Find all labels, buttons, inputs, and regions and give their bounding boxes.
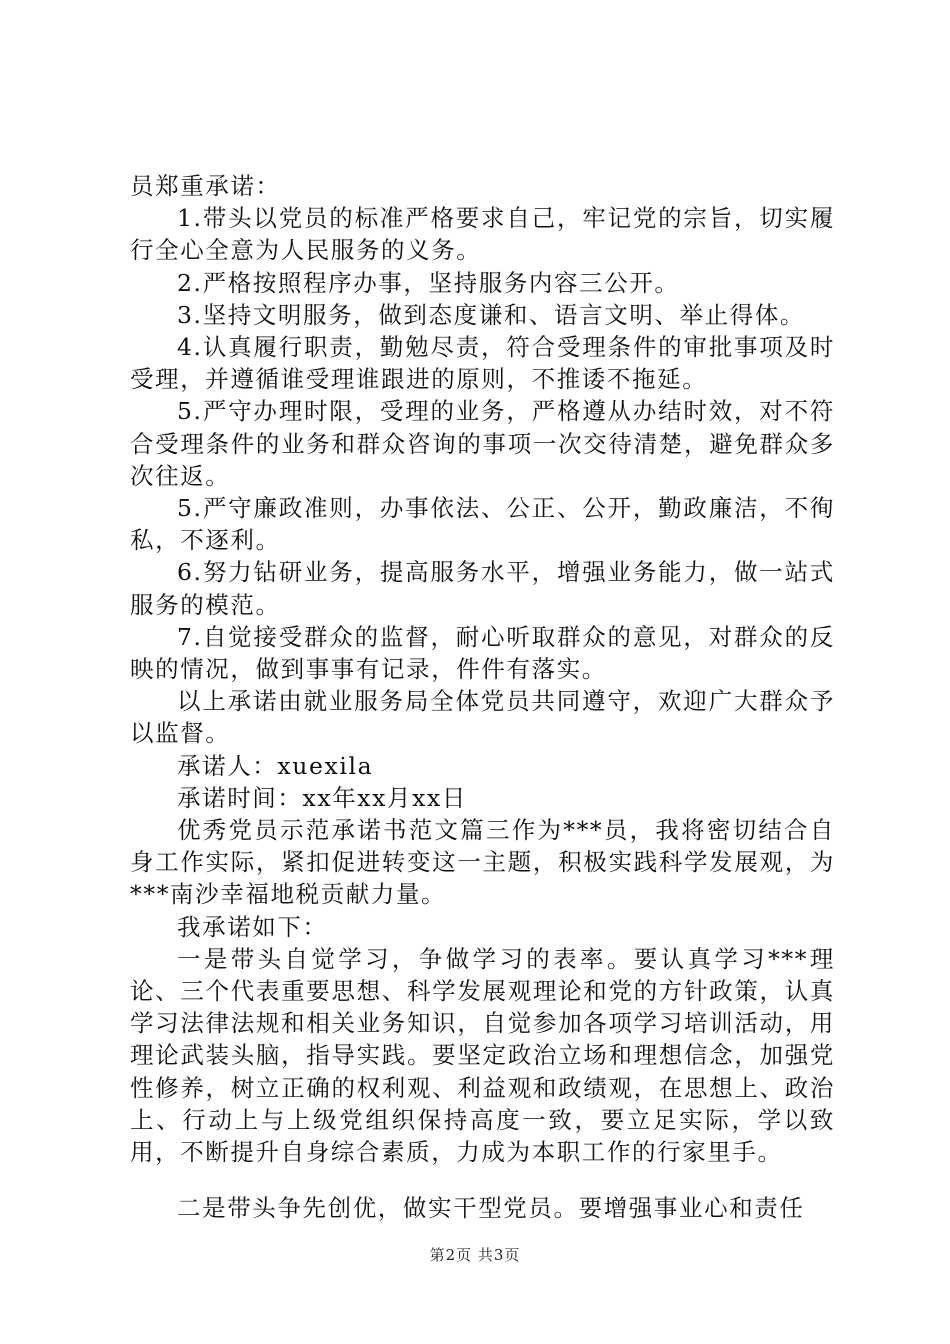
paragraph-date: 承诺时间：xx年xx月xx日	[177, 783, 467, 812]
page-footer	[0, 1244, 950, 1265]
paragraph-point-one: 一是带头自觉学习，争做学习的表率。要认真学习***理论、三个代表重要思想、科学发展观理论和党的方针政策，认真学习法律法规和相关业务知识，自觉参加各项学习培训活动，用理论武装头脑，指导实践。要坚定政治立场和理想信念，加强党性修养，树立正确的权利观、利益观和政绩观，在思想上、政治上、行动上与上级党组织保持高度一致，要立足实际，学以致用，不断提升自身综合素质，力成为本职工作的行家里手。	[130, 944, 835, 1167]
paragraph-item-2: 2.严格按照程序办事，坚持服务内容三公开。	[177, 268, 680, 297]
paragraph-item-3: 3.坚持文明服务，做到态度谦和、语言文明、举止得体。	[177, 300, 806, 329]
paragraph-point-two: 二是带头争先创优，做实干型党员。要增强事业心和责任	[177, 1194, 805, 1223]
paragraph-item-4: 4.认真履行职责，勤勉尽责，符合受理条件的审批事项及时受理，并遵循谁受理谁跟进的原则，不推诿不拖延。	[130, 333, 835, 394]
paragraph-item-6: 6.努力钻研业务，提高服务水平，增强业务能力，做一站式服务的模范。	[130, 558, 835, 619]
paragraph-item-5a: 5.严守办理时限，受理的业务，严格遵从办结时效，对不符合受理条件的业务和群众咨询的事项一次交待清楚，避免群众多次往返。	[130, 397, 835, 490]
paragraph-item-7: 7.自觉接受群众的监督，耐心听取群众的意见，对群众的反映的情况，做到事事有记录，件件有落实。	[130, 622, 835, 684]
paragraph-pledge-intro: 员郑重承诺：	[130, 172, 281, 200]
paragraph-closing: 以上承诺由就业服务局全体党员共同遵守，欢迎广大群众予以监督。	[130, 687, 835, 748]
paragraph-pledge-heading: 我承诺如下：	[177, 912, 328, 941]
paragraph-signatory: 承诺人：xuexila	[177, 751, 374, 780]
paragraph-item-1: 1.带头以党员的标准严格要求自己，牢记党的宗旨，切实履行全心全意为人民服务的义务。	[130, 204, 835, 265]
paragraph-article-three-intro: 优秀党员示范承诺书范文篇三作为***员，我将密切结合自身工作实际，紧扣促进转变这一主题，积极实践科学发展观，为***南沙幸福地税贡献力量。	[130, 816, 835, 909]
page-number-label: 第2页 共3页	[429, 1246, 521, 1264]
paragraph-item-5b: 5.严守廉政准则，办事依法、公正、公开，勤政廉洁，不徇私，不逐利。	[130, 494, 835, 555]
document-body	[130, 170, 835, 1225]
